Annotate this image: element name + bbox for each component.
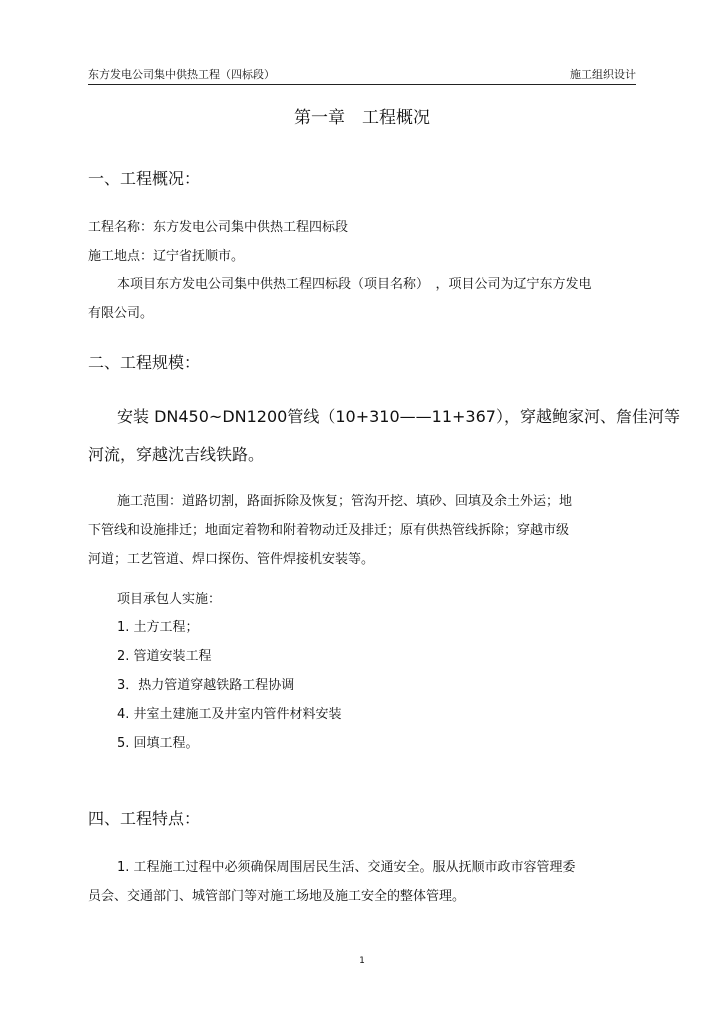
- header-document-type: 施工组织设计: [570, 68, 636, 81]
- feature-line-2: 员会、交通部门、城管部门等对施工场地及施工安全的整体管理。: [88, 889, 466, 904]
- page-header: [88, 66, 636, 85]
- list-item: 1. 土方工程；: [117, 620, 199, 635]
- section-heading-overview: 一、工程概况：: [88, 169, 201, 188]
- list-item: 3．热力管道穿越铁路工程协调: [117, 678, 295, 693]
- list-item: 4. 井室土建施工及井室内管件材料安装: [117, 707, 342, 722]
- scope-line-2: 下管线和设施排迁；地面定着物和附着物动迁及排迁；原有供热管线拆除；穿越市级: [88, 523, 570, 538]
- scale-line-2: 河流，穿越沈吉线铁路。: [88, 445, 265, 464]
- section-heading-scale: 二、工程规模：: [88, 353, 201, 372]
- project-intro-line-2: 有限公司。: [88, 306, 154, 321]
- page-number: 1: [359, 956, 365, 966]
- section-heading-features: 四、工程特点：: [88, 809, 201, 828]
- header-project-title: 东方发电公司集中供热工程（四标段）: [88, 68, 275, 81]
- contractor-heading: 项目承包人实施：: [117, 592, 222, 607]
- scope-line-3: 河道；工艺管道、焊口探伤、管件焊接机安装等。: [88, 552, 375, 567]
- feature-line-1: 1. 工程施工过程中必须确保周围居民生活、交通安全。服从抚顺市政市容管理委: [117, 860, 576, 875]
- project-intro-line-1: 本项目东方发电公司集中供热工程四标段（项目名称） ，项目公司为辽宁东方发电: [117, 277, 592, 292]
- list-item: 2. 管道安装工程: [117, 649, 212, 664]
- project-name-line: 工程名称：东方发电公司集中供热工程四标段: [88, 220, 349, 235]
- scale-line-1: 安装 DN450~DN1200管线（10+310——11+367），穿越鲍家河、詹佳河等: [117, 407, 680, 426]
- list-item: 5. 回填工程。: [117, 736, 199, 751]
- scope-line-1: 施工范围：道路切割，路面拆除及恢复；管沟开挖、填砂、回填及余土外运；地: [117, 494, 573, 509]
- chapter-title: 第一章 工程概况: [294, 108, 430, 128]
- project-location-line: 施工地点：辽宁省抚顺市。: [88, 249, 245, 264]
